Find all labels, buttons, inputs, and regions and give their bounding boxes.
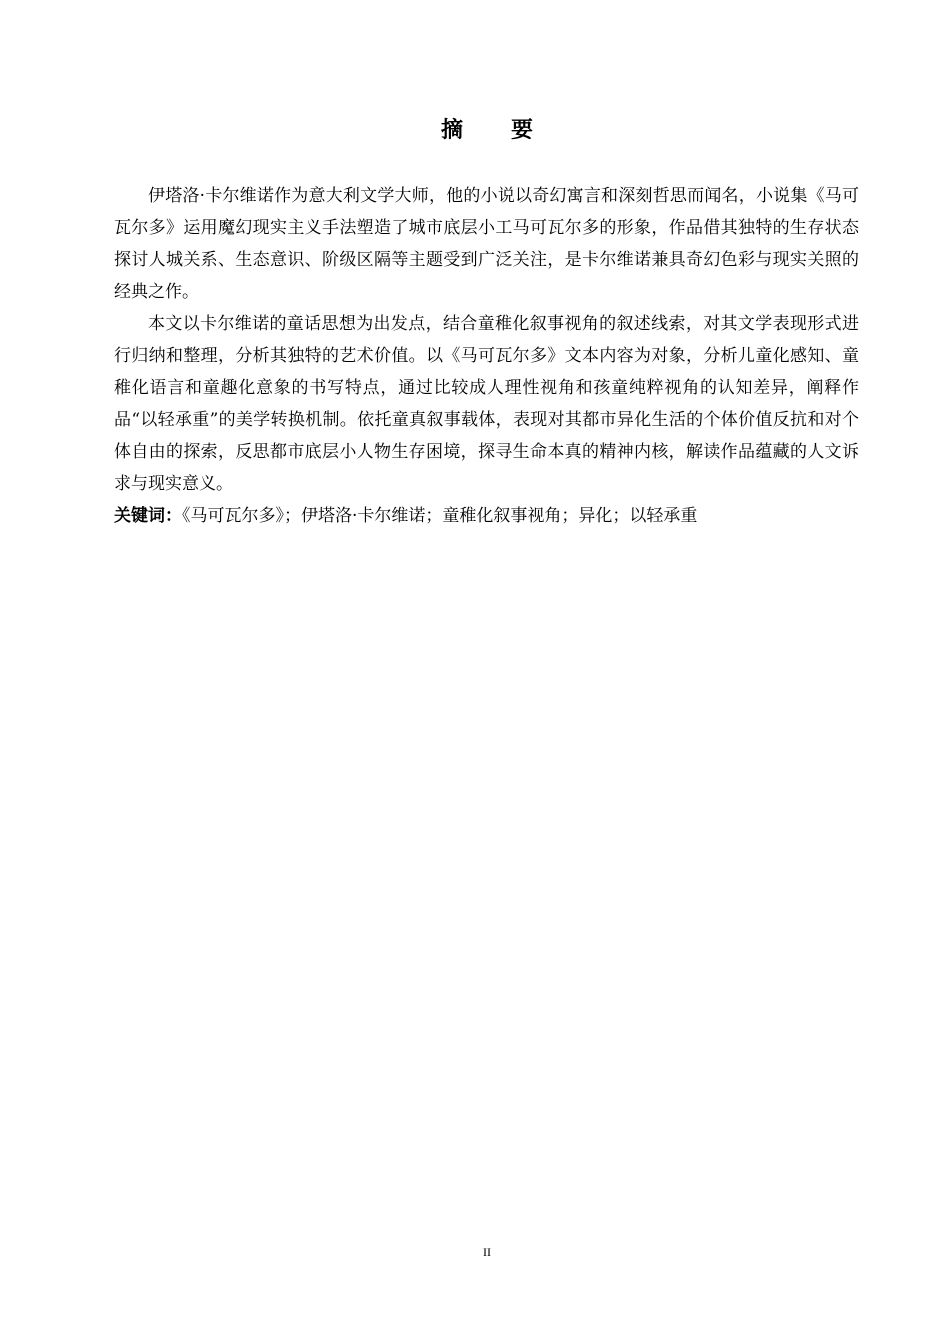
abstract-title xyxy=(0,116,950,146)
abstract-paragraph-1: 伊塔洛·卡尔维诺作为意大利文学大师，他的小说以奇幻寓言和深刻哲思而闻名，小说集《马可瓦尔多》运用魔幻现实主义手法塑造了城市底层小工马可瓦尔多的形象，作品借其独特的生存状态探讨人城关系、生态意识、阶级区隔等主题受到广泛关注，是卡尔维诺兼具奇幻色彩与现实关照的经典之作。 xyxy=(114,186,859,302)
abstract-title-char-2: 要 xyxy=(511,118,534,143)
abstract-body xyxy=(114,180,859,532)
keywords-label: 关键词： xyxy=(114,506,182,526)
page-number: II xyxy=(483,1245,491,1259)
abstract-paragraph-2: 本文以卡尔维诺的童话思想为出发点，结合童稚化叙事视角的叙述线索，对其文学表现形式进行归纳和整理，分析其独特的艺术价值。以《马可瓦尔多》文本内容为对象，分析儿童化感知、童稚化语言和童趣化意象的书写特点，通过比较成人理性视角和孩童纯粹视角的认知差异，阐释作品“以轻承重”的美学转换机制。依托童真叙事载体，表现对其都市异化生活的个体价值反抗和对个体自由的探索，反思都市底层小人物生存困境，探寻生命本真的精神内核，解读作品蕴藏的人文诉求与现实意义。 xyxy=(114,314,859,494)
keywords-line xyxy=(114,500,859,532)
abstract-title-char-1: 摘 xyxy=(440,118,463,143)
keywords-text: 《马可瓦尔多》；伊塔洛·卡尔维诺；童稚化叙事视角；异化；以轻承重 xyxy=(182,506,698,526)
